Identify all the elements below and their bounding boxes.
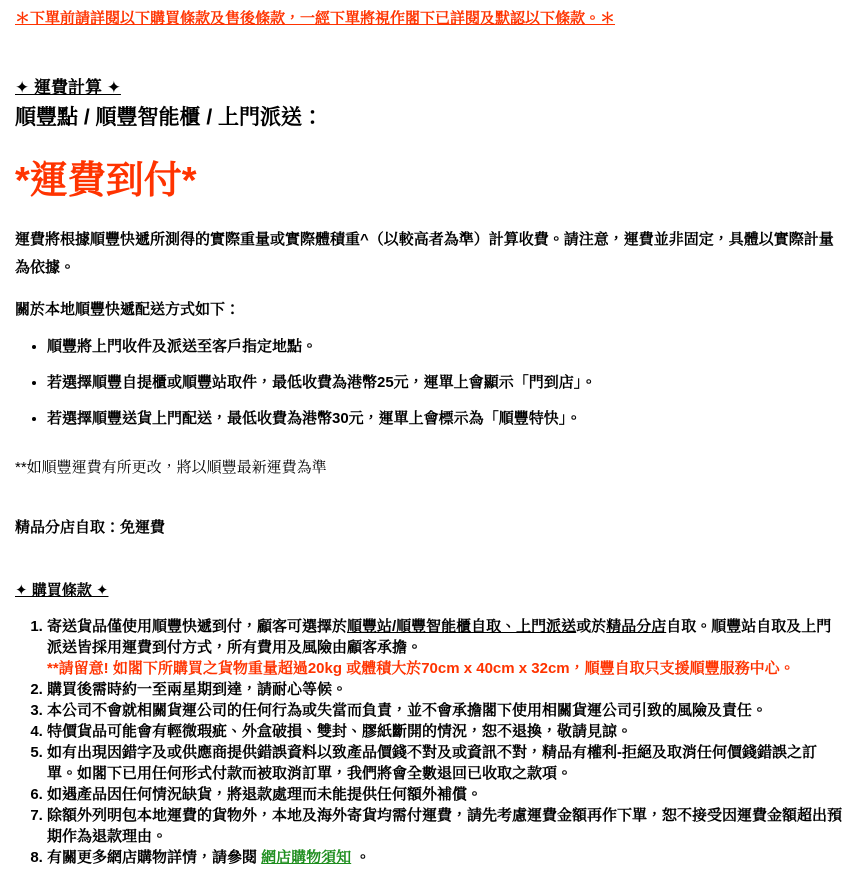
term-item-6: 6. 如遇產品因任何情況缺貨，將退款處理而未能提供任何額外補償。 [47,784,846,805]
term-item-5: 5. 如有出現因錯字及或供應商提供錯誤資料以致產品價錢不對及或資訊不對，精品有權利-拒絕及取消任何價錢錯誤之訂單。如閣下已用任何形式付款而被取消訂單，我們將會全數退回已收取之款項。 [47,742,846,784]
oversize-parcel-warning: **請留意! 如閣下所購買之貨物重量超過20kg 或體積大於70cm x 40cm x 32cm，順豐自取只支援順豐服務中心。 [47,659,795,677]
top-notice: ＊下單前請詳閱以下購買條款及售後條款，一經下單將視作閣下已詳閱及默認以下條款。＊ [15,10,616,27]
store-pickup-free-note: 精品分店自取：免運費 [15,519,166,537]
fee-change-note: **如順豐運費有所更改，將以順豐最新運費為準 [15,458,327,476]
term1-text-a: 寄送貨品僅使用順豐快遞到付，顧客可選擇於 [47,617,348,635]
shipping-fee-intro: 運費將根據順豐快遞所測得的實際重量或實際體積重^（以較高者為準）計算收費。請注意，運費並非固定，具體以實際計量為依據。 [15,231,834,277]
delivery-methods-label: 關於本地順豐快遞配送方式如下： [15,301,241,319]
purchase-terms-section [15,582,846,868]
term8-text-a: 有關更多網店購物詳情，請參閱 [47,848,262,866]
delivery-methods-list [15,337,846,428]
term1-text-c: 自取。順豐站自取及上門派送皆採用運費到付方式，所有費用及風險由顧客承擔。 [47,617,832,656]
term-item-2: 2. 購買後需時約一至兩星期到達，請耐心等候。 [47,679,846,700]
delivery-method-item: • 順豐將上門收件及派送至客戶指定地點。 [47,337,846,356]
purchase-terms-list [15,616,846,868]
purchase-terms-heading: ✦ 購買條款 ✦ [15,581,109,599]
shipping-calculation-heading: ✦ 運費計算 ✦ [15,77,121,97]
term-item-4: 4. 特價貨品可能會有輕微瑕疵、外盒破損、雙封、膠紙斷開的情況，恕不退換，敬請見諒。 [47,721,846,742]
term-item-7: 7. 除額外列明包本地運費的貨物外，本地及海外寄貨均需付運費，請先考慮運費金額再作下單，恕不接受因運費金額超出預期作為退款理由。 [47,805,846,847]
term-item-8 [47,847,846,868]
delivery-method-item: • 若選擇順豐自提櫃或順豐站取件，最低收費為港幣25元，運單上會顯示「門到店」。 [47,373,846,392]
shipping-options-subheading: 順豐點 / 順豐智能櫃 / 上門派送： [15,106,324,130]
term1-text-b: 或於 [576,617,607,635]
term-item-3: 3. 本公司不會就相關貨運公司的任何行為或失當而負責，並不會承擔閣下使用相關貨運公司引致的風險及責任。 [47,700,846,721]
terms-page [15,10,846,868]
term-item-1 [47,616,846,679]
shipping-section [15,78,846,538]
term1-underlined-boutique-store: 精品分店 [606,617,667,635]
term8-text-b: 。 [351,848,371,866]
store-shopping-info-link[interactable]: 網店購物須知 [261,848,352,866]
freight-collect-title: *運費到付* [15,160,197,203]
delivery-method-item: • 若選擇順豐送貨上門配送，最低收費為港幣30元，運單上會標示為「順豐特快」。 [47,409,846,428]
term1-underlined-sf-pickup-options: 順豐站/順豐智能櫃自取、上門派送 [347,617,577,635]
